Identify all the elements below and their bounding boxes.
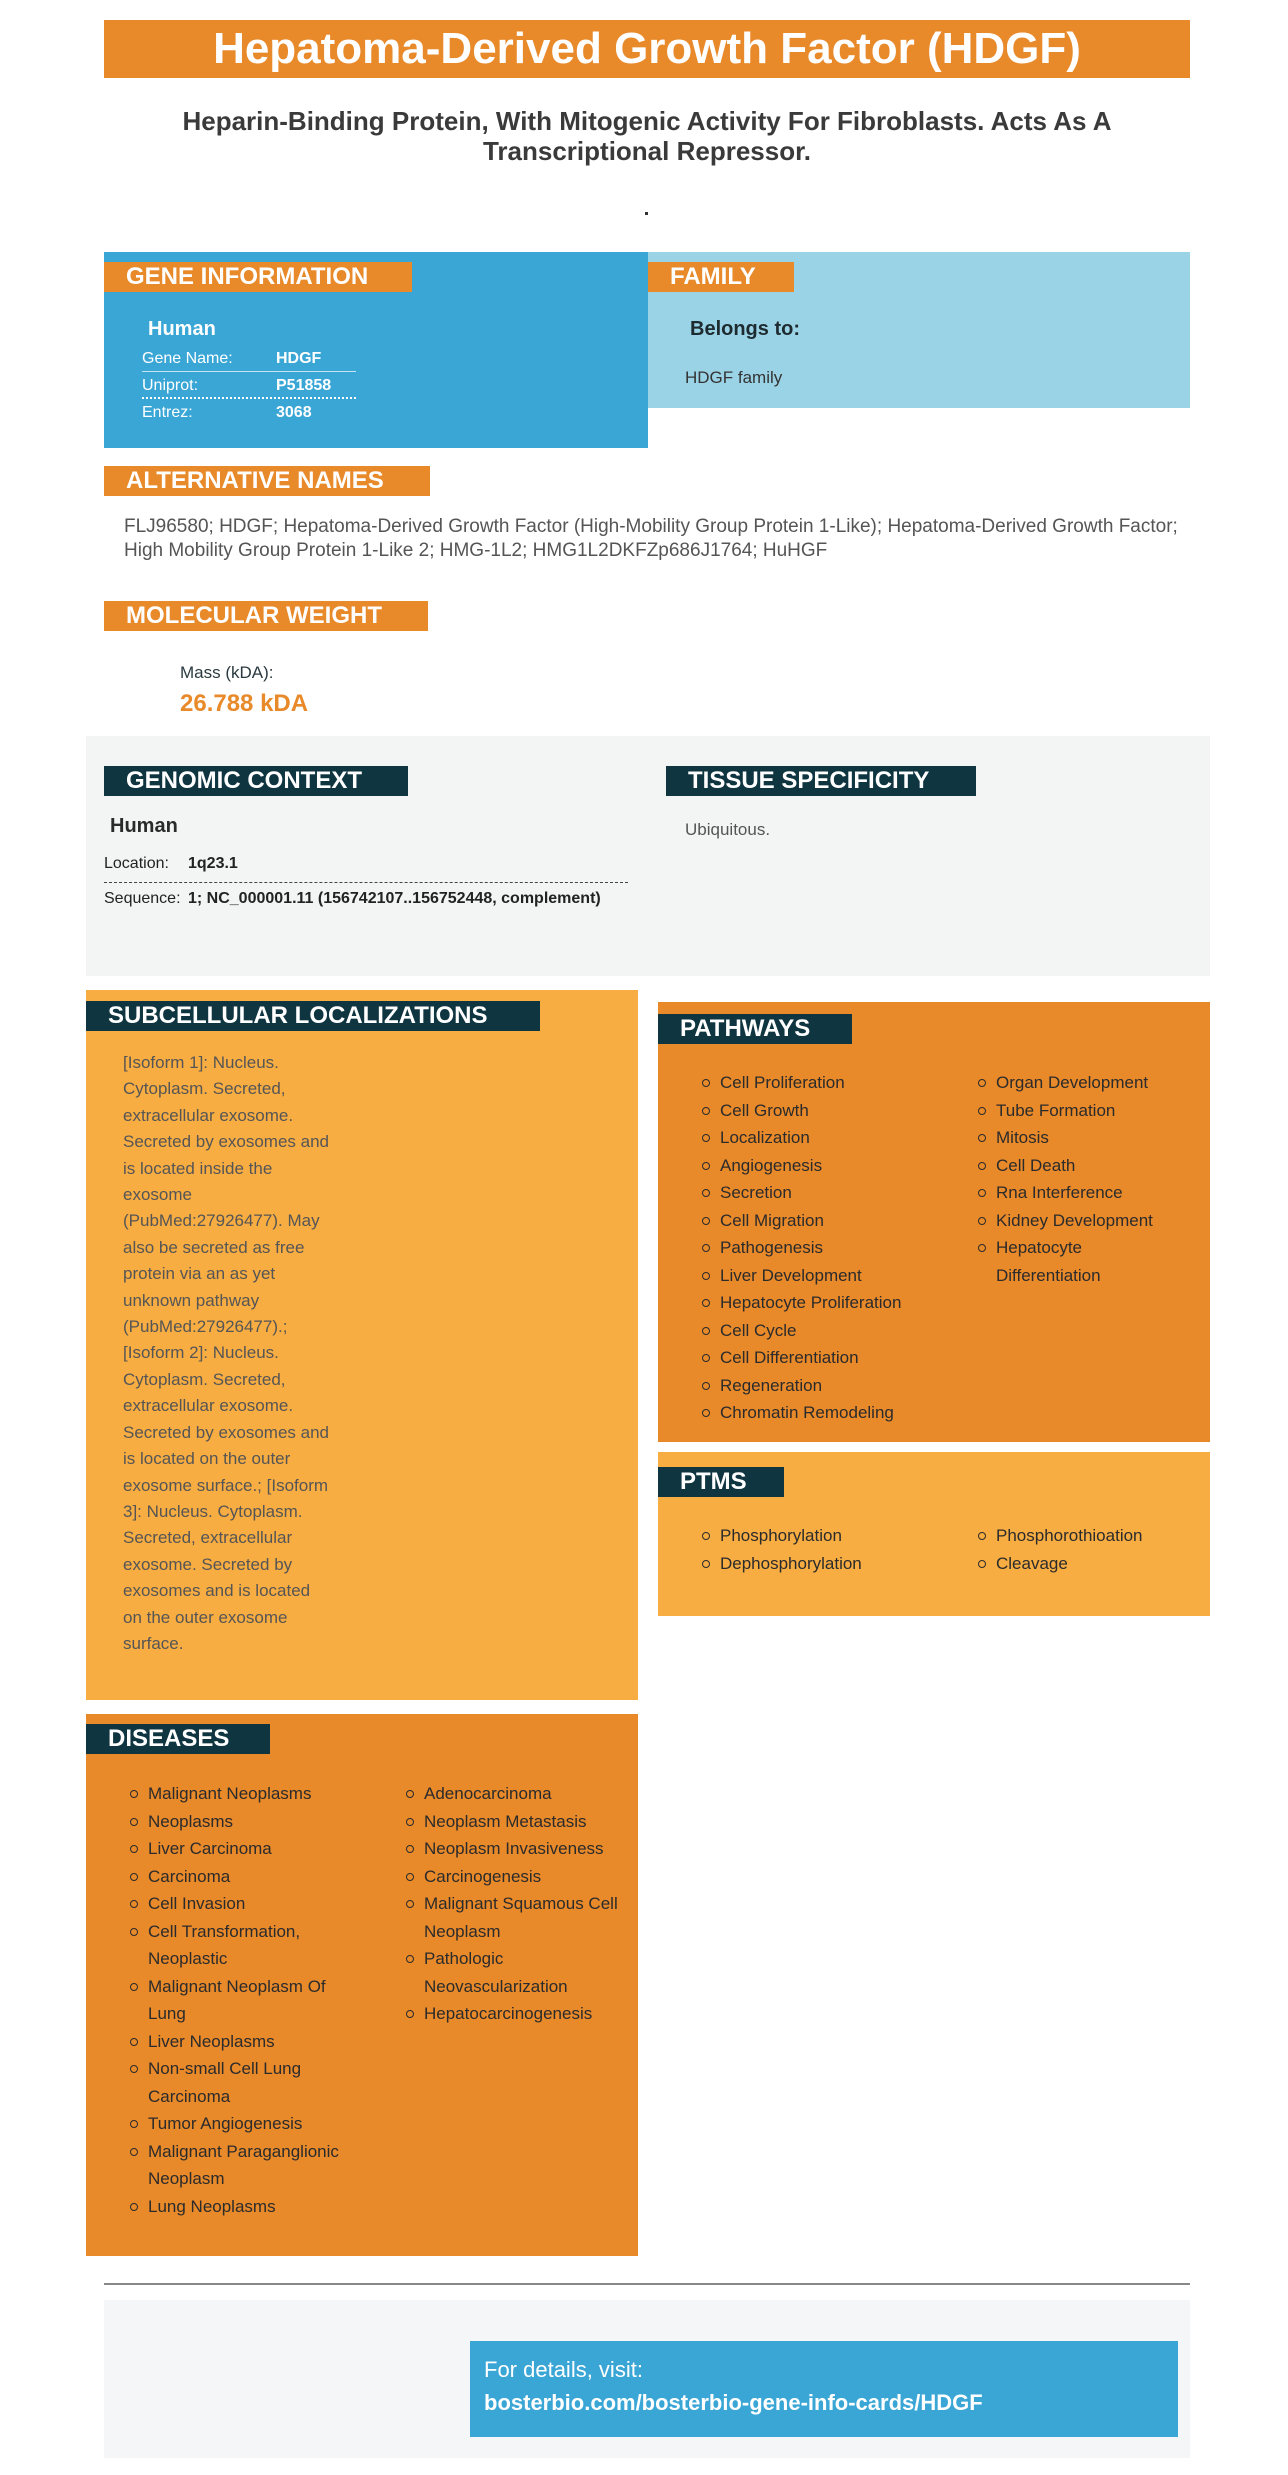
location-row xyxy=(104,852,628,883)
pathway-item: Cell Growth xyxy=(702,1097,962,1125)
pathways-list-left xyxy=(702,1069,962,1427)
pathway-item: Mitosis xyxy=(978,1124,1178,1152)
uniprot-label: Uniprot: xyxy=(142,377,199,394)
disease-item: Carcinoma xyxy=(130,1863,360,1891)
alternative-names-text: FLJ96580; HDGF; Hepatoma-Derived Growth Factor (High-Mobility Group Protein 1-Like); Hepatoma-Derived Growth Factor; High Mobility Group Protein 1-Like 2; HMG-1L2; HMG1L2DKFZp686J1764; HuHGF xyxy=(124,516,1178,561)
ptm-item: Dephosphorylation xyxy=(702,1550,962,1578)
pathway-item: Angiogenesis xyxy=(702,1152,962,1180)
location-value: 1q23.1 xyxy=(188,855,238,872)
family-heading: FAMILY xyxy=(648,262,794,292)
details-label: For details, visit: xyxy=(484,2357,643,2382)
pathway-item: Localization xyxy=(702,1124,962,1152)
pathway-item: Tube Formation xyxy=(978,1097,1178,1125)
uniprot-value: P51858 xyxy=(276,377,332,394)
pathway-item: Secretion xyxy=(702,1179,962,1207)
ptm-item: Phosphorylation xyxy=(702,1522,962,1550)
page-subtitle: Heparin-Binding Protein, With Mitogenic Activity For Fibroblasts. Acts As A Transcriptional Repressor. xyxy=(182,106,1112,166)
details-url[interactable]: bosterbio.com/bosterbio-gene-info-cards/HDGF xyxy=(484,2390,983,2415)
location-label: Location: xyxy=(104,855,169,872)
mass-value: 26.788 kDA xyxy=(180,690,309,717)
disease-item: Liver Carcinoma xyxy=(130,1835,360,1863)
gene-name-value: HDGF xyxy=(276,350,322,367)
pathway-item: Liver Development xyxy=(702,1262,962,1290)
sequence-value: 1; NC_000001.11 (156742107..156752448, complement) xyxy=(188,890,601,907)
disease-item: Cell Transformation, Neoplastic xyxy=(130,1918,360,1973)
alternative-names-heading: ALTERNATIVE NAMES xyxy=(104,466,430,496)
subcellular-text: [Isoform 1]: Nucleus. Cytoplasm. Secreted, extracellular exosome. Secreted by exosomes and is located inside the exosome (PubMed:27926477). May also be secreted as free protein via an as yet unknown pathway (PubMed:27926477).; [Isoform 2]: Nucleus. Cytoplasm. Secreted, extracellular exosome. Secreted by exosomes and is located on the outer exosome surface.; [Isoform 3]: Nucleus. Cytoplasm. Secreted, extracellular exosome. Secreted by exosomes and is located on the outer exosome surface. xyxy=(123,1053,330,1653)
divider-dot xyxy=(645,212,648,215)
diseases-list-right xyxy=(406,1780,626,2028)
ptms-list-left xyxy=(702,1522,962,1577)
molecular-weight-heading: MOLECULAR WEIGHT xyxy=(104,601,428,631)
pathway-item: Hepatocyte Differentiation xyxy=(978,1234,1178,1289)
gene-name-row xyxy=(142,346,356,372)
pathway-item: Rna Interference xyxy=(978,1179,1178,1207)
disease-item: Malignant Neoplasms xyxy=(130,1780,360,1808)
pathway-item: Hepatocyte Proliferation xyxy=(702,1289,962,1317)
disease-item: Lung Neoplasms xyxy=(130,2193,360,2221)
gene-information-heading: GENE INFORMATION xyxy=(104,262,412,292)
sequence-label: Sequence: xyxy=(104,890,181,907)
disease-item: Tumor Angiogenesis xyxy=(130,2110,360,2138)
belongs-to-label: Belongs to: xyxy=(690,318,800,340)
gene-name-label: Gene Name: xyxy=(142,350,233,367)
pathway-item: Pathogenesis xyxy=(702,1234,962,1262)
pathway-item: Cell Differentiation xyxy=(702,1344,962,1372)
disease-item: Neoplasm Invasiveness xyxy=(406,1835,626,1863)
page-title: Hepatoma-Derived Growth Factor (HDGF) xyxy=(104,20,1190,78)
pathway-item: Kidney Development xyxy=(978,1207,1178,1235)
uniprot-row xyxy=(142,373,356,399)
pathway-item: Cell Death xyxy=(978,1152,1178,1180)
disease-item: Malignant Paraganglionic Neoplasm xyxy=(130,2138,360,2193)
disease-item: Neoplasm Metastasis xyxy=(406,1808,626,1836)
disease-item: Carcinogenesis xyxy=(406,1863,626,1891)
disease-item: Non-small Cell Lung Carcinoma xyxy=(130,2055,360,2110)
entrez-row xyxy=(142,400,356,426)
disease-item: Hepatocarcinogenesis xyxy=(406,2000,626,2028)
pathways-heading: PATHWAYS xyxy=(658,1014,852,1044)
disease-item: Cell Invasion xyxy=(130,1890,360,1918)
pathway-item: Chromatin Remodeling xyxy=(702,1399,962,1427)
disease-item: Pathologic Neovascularization xyxy=(406,1945,626,2000)
tissue-specificity-heading: TISSUE SPECIFICITY xyxy=(666,766,976,796)
disease-item: Adenocarcinoma xyxy=(406,1780,626,1808)
diseases-heading: DISEASES xyxy=(86,1724,270,1754)
pathway-item: Regeneration xyxy=(702,1372,962,1400)
ptm-item: Phosphorothioation xyxy=(978,1522,1178,1550)
entrez-label: Entrez: xyxy=(142,404,193,421)
disease-item: Malignant Neoplasm Of Lung xyxy=(130,1973,360,2028)
mass-label: Mass (kDA): xyxy=(180,663,274,682)
genomic-context-heading: GENOMIC CONTEXT xyxy=(104,766,408,796)
pathway-item: Organ Development xyxy=(978,1069,1178,1097)
pathway-item: Cell Proliferation xyxy=(702,1069,962,1097)
footer-divider xyxy=(104,2283,1190,2285)
genomic-species: Human xyxy=(110,815,178,837)
ptms-list-right xyxy=(978,1522,1178,1577)
diseases-list-left xyxy=(130,1780,360,2220)
ptms-heading: PTMS xyxy=(658,1467,784,1497)
entrez-value: 3068 xyxy=(276,404,312,421)
gene-species: Human xyxy=(148,318,216,340)
pathways-list-right xyxy=(978,1069,1178,1289)
tissue-specificity-value: Ubiquitous. xyxy=(685,820,771,839)
pathway-item: Cell Cycle xyxy=(702,1317,962,1345)
details-link[interactable] xyxy=(470,2341,1178,2437)
disease-item: Liver Neoplasms xyxy=(130,2028,360,2056)
disease-item: Malignant Squamous Cell Neoplasm xyxy=(406,1890,626,1945)
pathway-item: Cell Migration xyxy=(702,1207,962,1235)
ptm-item: Cleavage xyxy=(978,1550,1178,1578)
disease-item: Neoplasms xyxy=(130,1808,360,1836)
subcellular-heading: SUBCELLULAR LOCALIZATIONS xyxy=(86,1001,540,1031)
family-value: HDGF family xyxy=(685,368,783,387)
